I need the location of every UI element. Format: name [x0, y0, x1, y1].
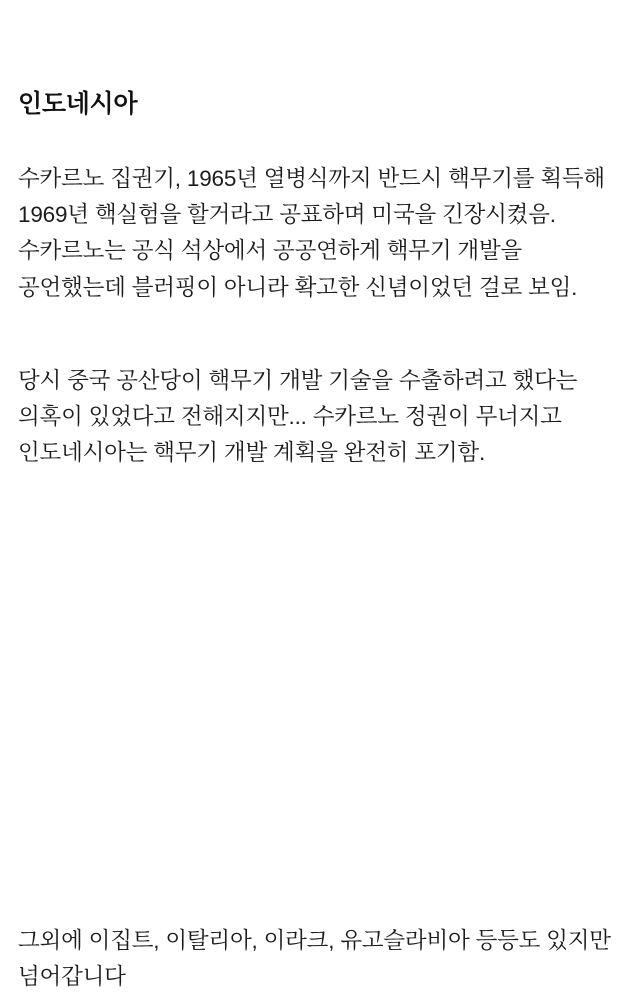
paragraph-2: 당시 중국 공산당이 핵무기 개발 기술을 수출하려고 했다는 의혹이 있었다고 전해지지만... 수카르노 정권이 무너지고 인도네시아는 핵무기 개발 계획을 완전히 포기함.	[18, 367, 584, 466]
footer-note: 그외에 이집트, 이탈리아, 이라크, 유고슬라비아 등등도 있지만 넘어갑니다	[18, 927, 617, 989]
page-title: 인도네시아	[18, 89, 138, 118]
paragraph-1: 수카르노 집권기, 1965년 열병식까지 반드시 핵무기를 획득해 1969년 핵실험을 할거라고 공표하며 미국을 긴장시켰음. 수카르노는 공식 석상에서 공공연하게 핵무기 개발을 공언했는데 블러핑이 아니라 확고한 신념이었던 걸로 보임.	[18, 165, 611, 300]
